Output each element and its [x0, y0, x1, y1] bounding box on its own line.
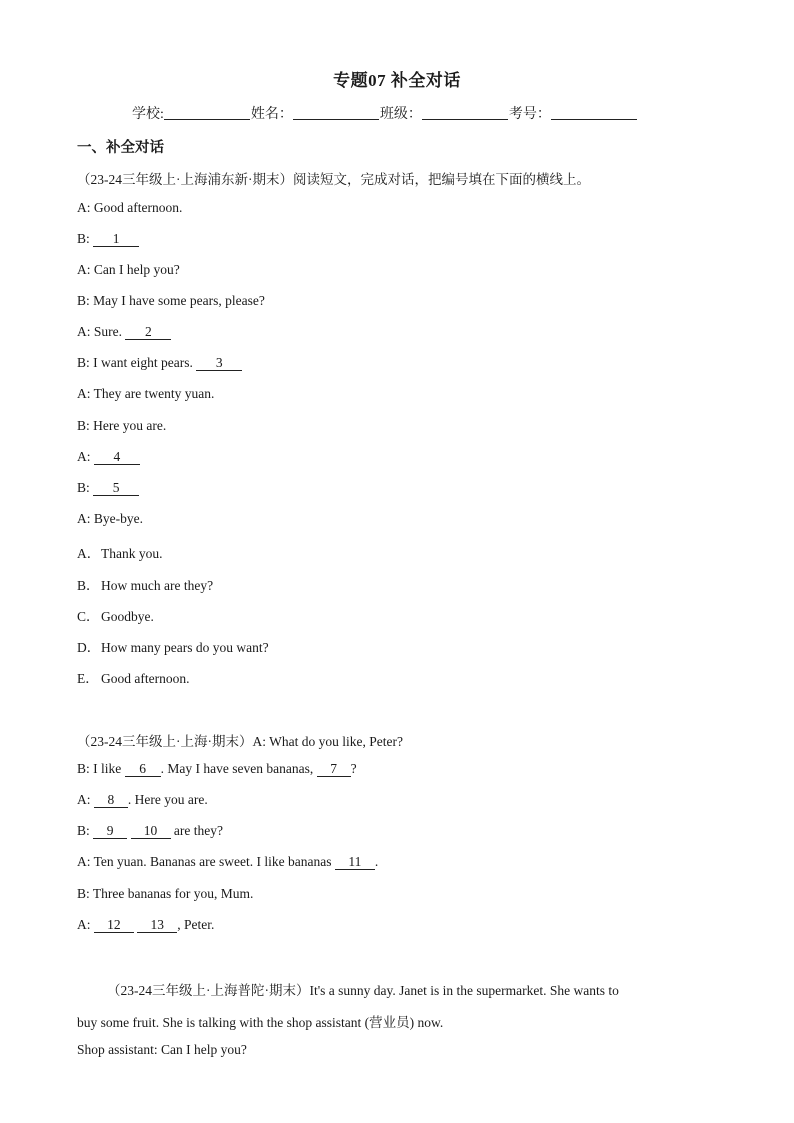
option-text: Thank you. — [101, 546, 163, 561]
q1-line-2 — [77, 231, 139, 247]
q1-line-5 — [77, 324, 171, 340]
q1-line-11: A: Bye-bye. — [77, 511, 143, 526]
speaker-label: B: — [77, 231, 94, 246]
q1-line-8: B: Here you are. — [77, 418, 167, 433]
q3-line-1: （23-24三年级上·上海普陀·期末）It's a sunny day. Janet is in the supermarket. She wants to — [107, 983, 619, 998]
name-label: 姓名： — [250, 107, 293, 122]
option-text: How many pears do you want? — [101, 640, 269, 655]
q2-line-2 — [77, 761, 357, 777]
exam-no-blank[interactable] — [551, 105, 637, 120]
answer-blank[interactable]: 5 — [93, 481, 139, 496]
answer-blank[interactable]: 3 — [196, 356, 242, 371]
page-title: 专题07 补全对话 — [333, 71, 461, 90]
exam-no-label: 考号： — [508, 107, 551, 122]
option-letter: B． — [77, 578, 100, 593]
dialogue-text: B: I like — [77, 761, 125, 776]
dialogue-text: . Here you are. — [127, 792, 208, 807]
answer-blank[interactable]: 9 — [93, 824, 127, 839]
answer-blank[interactable]: 10 — [131, 824, 171, 839]
q1-line-10 — [77, 480, 139, 496]
option-letter: E． — [77, 671, 99, 686]
answer-blank[interactable]: 13 — [137, 918, 177, 933]
answer-blank[interactable]: 6 — [125, 762, 161, 777]
q1-line-9 — [77, 449, 140, 465]
option-letter: D． — [77, 640, 101, 655]
speaker-label: B: — [77, 823, 94, 838]
class-blank[interactable] — [422, 105, 508, 120]
option-letter: C． — [77, 609, 100, 624]
q2-line-4 — [77, 823, 223, 839]
option-a — [77, 542, 163, 562]
q2-line-6: B: Three bananas for you, Mum. — [77, 886, 254, 901]
speaker-label: A: — [77, 917, 94, 932]
q1-line-1: A: Good afternoon. — [77, 200, 183, 215]
q1-line-6 — [77, 355, 242, 371]
option-text: How much are they? — [101, 578, 214, 593]
q1-line-4: B: May I have some pears, please? — [77, 293, 265, 308]
speaker-label: A: — [77, 449, 94, 464]
speaker-label: B: — [77, 480, 94, 495]
answer-blank[interactable]: 4 — [94, 450, 140, 465]
q2-line-5 — [77, 854, 378, 870]
answer-blank[interactable]: 1 — [93, 232, 139, 247]
q1-line-3: A: Can I help you? — [77, 262, 180, 277]
dialogue-text: ? — [350, 761, 357, 776]
school-blank[interactable] — [164, 105, 250, 120]
option-b — [77, 574, 213, 594]
option-text: Good afternoon. — [101, 671, 190, 686]
answer-blank[interactable]: 11 — [335, 855, 375, 870]
dialogue-text: B: I want eight pears. — [77, 355, 197, 370]
q2-line-1: （23-24三年级上·上海·期末）A: What do you like, Peter? — [77, 734, 403, 749]
option-e — [77, 667, 189, 687]
q1-line-7: A: They are twenty yuan. — [77, 386, 215, 401]
option-c — [77, 605, 154, 625]
dialogue-text: A: Sure. — [77, 324, 126, 339]
section-heading: 一、补全对话 — [77, 140, 164, 156]
answer-blank[interactable]: 8 — [94, 793, 128, 808]
speaker-label: A: — [77, 792, 94, 807]
student-info-row — [132, 103, 638, 123]
school-label: 学校: — [132, 107, 164, 122]
q3-line-3: Shop assistant: Can I help you? — [77, 1042, 247, 1057]
answer-blank[interactable]: 7 — [317, 762, 351, 777]
q3-line-2: buy some fruit. She is talking with the shop assistant (营业员) now. — [77, 1015, 444, 1030]
dialogue-text: are they? — [170, 823, 223, 838]
dialogue-text: . May I have seven bananas, — [160, 761, 317, 776]
dialogue-text: A: Ten yuan. Bananas are sweet. I like bananas — [77, 854, 335, 869]
answer-blank[interactable]: 12 — [94, 918, 134, 933]
option-letter: A． — [77, 546, 101, 561]
name-blank[interactable] — [293, 105, 379, 120]
dialogue-text: , Peter. — [177, 917, 215, 932]
q2-line-7 — [77, 917, 214, 933]
q2-line-3 — [77, 792, 208, 808]
option-text: Goodbye. — [101, 609, 154, 624]
option-d — [77, 636, 269, 656]
class-label: 班级： — [379, 107, 422, 122]
q1-intro: （23-24三年级上·上海浦东新·期末）阅读短文，完成对话，把编号填在下面的横线上。 — [77, 172, 590, 187]
answer-blank[interactable]: 2 — [125, 325, 171, 340]
dialogue-text: . — [374, 854, 379, 869]
